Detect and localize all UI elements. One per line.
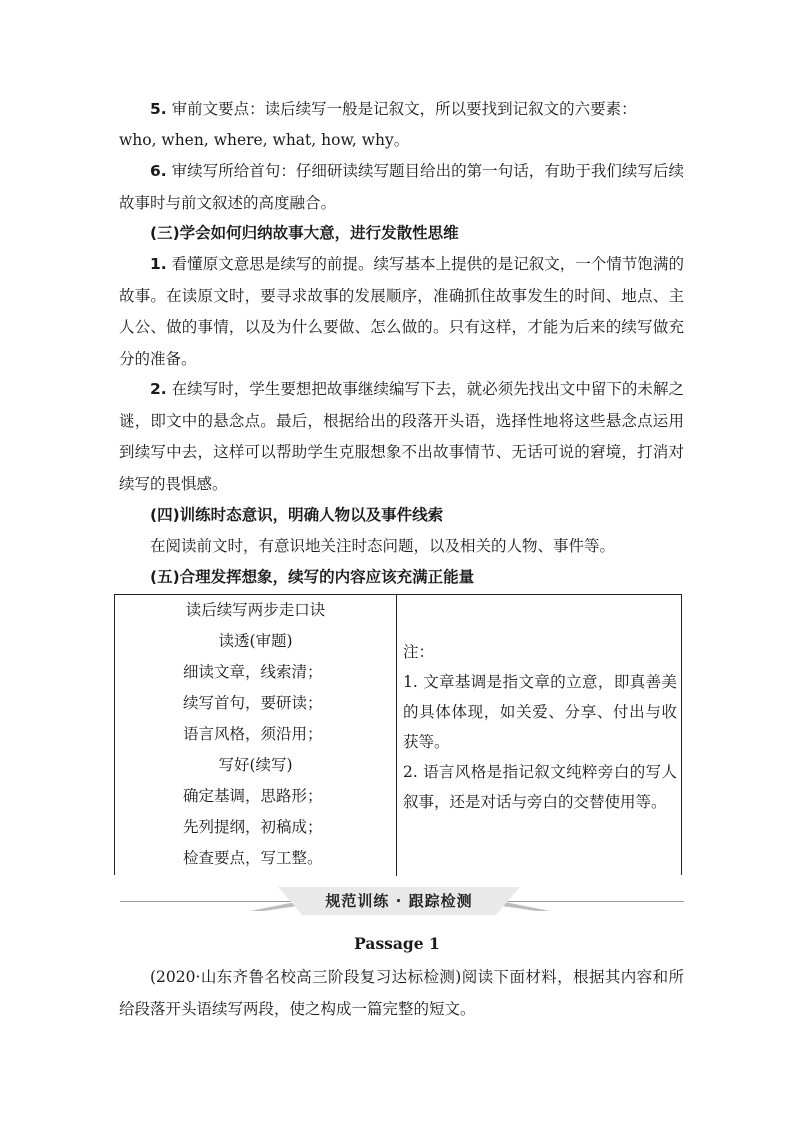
mnemonic-column bbox=[115, 595, 396, 874]
paragraph-point-1 bbox=[119, 249, 684, 375]
paragraph-text: 在续写时，学生要想把故事继续编写下去，就必须先找出文中留下的未解之谜，即文中的悬念点。最后，根据给出的段落开头语，选择性地将这些悬念点运用到续写中去，这样可以帮助学生克服想象不出故事情节、无话可说的窘境，打消对续写的畏惧感。 bbox=[119, 380, 684, 493]
note-item: 2. 语言风格是指记叙文纯粹旁白的写人叙事，还是对话与旁白的交替使用等。 bbox=[403, 763, 677, 811]
mnemonic-line: 确定基调，思路形； bbox=[183, 787, 323, 805]
mnemonic-line: 续写首句，要研读； bbox=[183, 694, 323, 712]
mnemonic-line: 语言风格，须沿用； bbox=[183, 725, 323, 743]
mnemonic-subtitle-write: 写好(续写) bbox=[218, 756, 293, 774]
section-heading-4: (四)训练时态意识，明确人物以及事件线索 bbox=[150, 506, 444, 524]
note-label: 注： bbox=[403, 643, 435, 661]
mnemonic-subtitle-read: 读透(审题) bbox=[218, 632, 293, 650]
item-number: 5. bbox=[150, 100, 167, 118]
mnemonic-line: 细读文章，线索清； bbox=[183, 663, 323, 681]
mnemonic-line: 先列提纲，初稿成； bbox=[183, 818, 323, 836]
item-number: 6. bbox=[150, 162, 167, 180]
section-heading-5: (五)合理发挥想象，续写的内容应该充满正能量 bbox=[150, 568, 475, 586]
paragraph-elements: who, when, where, what, how, why。 bbox=[119, 131, 410, 149]
box-divider bbox=[396, 595, 397, 876]
paragraph-step-6 bbox=[119, 156, 684, 219]
note-item: 1. 文章基调是指文章的立意，即真善美的具体体现，如关爱、分享、付出与收获等。 bbox=[403, 673, 677, 751]
mnemonic-title: 读后续写两步走口诀 bbox=[185, 601, 326, 619]
item-number: 1. bbox=[150, 255, 167, 273]
paragraph-step-5 bbox=[119, 94, 684, 126]
section-banner bbox=[120, 885, 684, 919]
mnemonic-line: 检查要点，写工整。 bbox=[183, 849, 323, 867]
item-number: 2. bbox=[150, 380, 167, 398]
passage-intro: (2020·山东齐鲁名校高三阶段复习达标检测)阅读下面材料，根据其内容和所给段落开头语续写两段，使之构成一篇完整的短文。 bbox=[119, 968, 684, 1018]
notes-column bbox=[403, 637, 677, 817]
paragraph-point-2 bbox=[119, 374, 684, 500]
passage-title: Passage 1 bbox=[354, 934, 440, 953]
paragraph-text: 审续写所给首句：仔细研读续写题目给出的第一句话，有助于我们续写后续故事时与前文叙述的高度融合。 bbox=[119, 162, 684, 212]
banner-title: 规范训练 · 跟踪检测 bbox=[325, 892, 473, 910]
tips-box bbox=[114, 594, 682, 875]
paragraph-tense: 在阅读前文时，有意识地关注时态问题，以及相关的人物、事件等。 bbox=[150, 537, 616, 555]
paragraph-text: 审前文要点：读后续写一般是记叙文，所以要找到记叙文的六要素： bbox=[171, 100, 637, 118]
paragraph-text: 看懂原文意思是续写的前提。续写基本上提供的是记叙文，一个情节饱满的故事。在读原文时，要寻求故事的发展顺序，准确抓住故事发生的时间、地点、主人公、做的事情，以及为什么要做、怎么做的。只有这样，才能为后来的续写做充分的准备。 bbox=[119, 255, 684, 368]
section-heading-3: (三)学会如何归纳故事大意，进行发散性思维 bbox=[150, 224, 459, 242]
